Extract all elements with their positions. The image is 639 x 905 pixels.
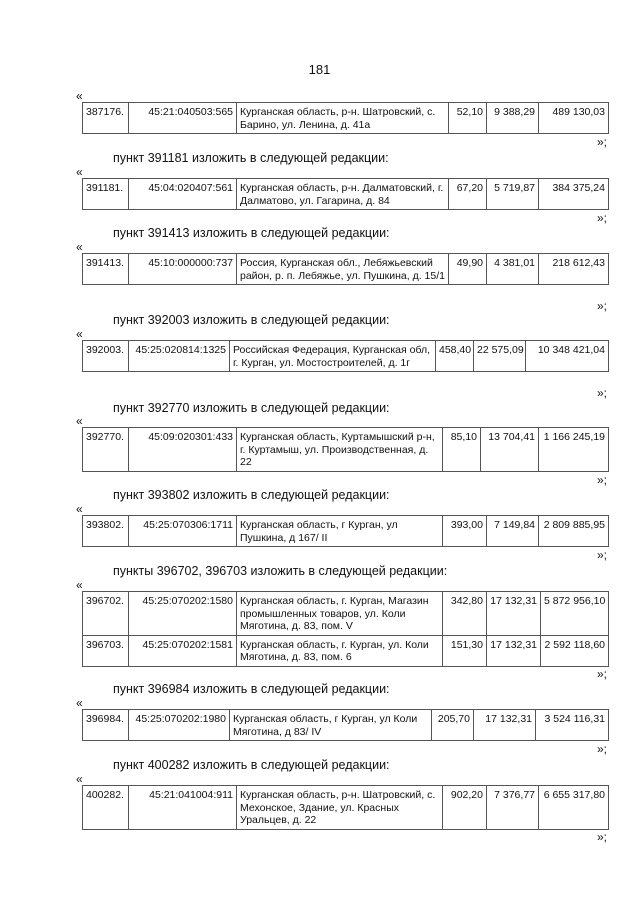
- unit-price: 17 132,31: [474, 710, 536, 741]
- open-quote: «: [76, 240, 83, 254]
- record-table: [82, 427, 609, 472]
- close-quote: »;: [597, 386, 608, 400]
- close-quote: »;: [597, 667, 608, 681]
- table-row: [83, 786, 609, 830]
- close-quote: »;: [597, 135, 608, 149]
- cadastral-number: 45:10:000000:737: [129, 254, 237, 285]
- amendment-intro: пункт 396984 изложить в следующей редакции:: [113, 682, 390, 696]
- table-row: [83, 710, 609, 741]
- address: Курганская область, г. Курган, Магазин промышленных товаров, ул. Коли Мяготина, д. 83, пом. V: [237, 592, 443, 636]
- record-table: [82, 253, 609, 285]
- close-quote: »;: [597, 548, 608, 562]
- row-number: 396703.: [83, 635, 129, 666]
- row-number: 391413.: [83, 254, 129, 285]
- table-row: [83, 428, 609, 472]
- table-row: [83, 516, 609, 547]
- record-table: [82, 178, 609, 210]
- area: 902,20: [443, 786, 487, 830]
- unit-price: 4 381,01: [487, 254, 539, 285]
- address: Курганская область, Куртамышский р-н, г. Куртамыш, ул. Производственная, д. 22: [237, 428, 443, 472]
- close-quote: »;: [597, 830, 608, 844]
- area: 342,80: [443, 592, 487, 636]
- amendment-intro: пункт 400282 изложить в следующей редакции:: [113, 758, 390, 772]
- total-value: 384 375,24: [539, 179, 609, 210]
- address: Курганская область, р-н. Шатровский, с. Барино, ул. Ленина, д. 41а: [237, 103, 449, 134]
- address: Курганская область, г Курган, ул Коли Мяготина, д 83/ IV: [230, 710, 432, 741]
- total-value: 5 872 956,10: [541, 592, 609, 636]
- open-quote: «: [76, 696, 83, 710]
- area: 151,30: [443, 635, 487, 666]
- unit-price: 5 719,87: [487, 179, 539, 210]
- cadastral-number: 45:25:070202:1580: [129, 592, 237, 636]
- total-value: 1 166 245,19: [539, 428, 609, 472]
- cadastral-number: 45:25:070306:1711: [129, 516, 237, 547]
- amendment-intro: пункт 392770 изложить в следующей редакции:: [113, 401, 390, 415]
- page-number: 181: [308, 62, 331, 77]
- open-quote: «: [76, 165, 83, 179]
- amendment-intro: пункт 392003 изложить в следующей редакции:: [113, 313, 390, 327]
- address: Россия, Курганская обл., Лебяжьевский район, р. п. Лебяжье, ул. Пушкина, д. 15/1: [237, 254, 449, 285]
- total-value: 2 592 118,60: [541, 635, 609, 666]
- area: 67,20: [449, 179, 487, 210]
- record-table: [82, 102, 609, 134]
- open-quote: «: [76, 772, 83, 786]
- row-number: 396984.: [83, 710, 129, 741]
- amendment-intro: пункт 391413 изложить в следующей редакции:: [113, 226, 390, 240]
- address: Курганская область, г. Курган, ул. Коли Мяготина, д. 83, пом. 6: [237, 635, 443, 666]
- open-quote: «: [76, 414, 83, 428]
- amendment-intro: пункт 393802 изложить в следующей редакции:: [113, 488, 390, 502]
- address: Российская Федерация, Курганская обл, г. Курган, ул. Мостостроителей, д. 1г: [230, 341, 436, 372]
- unit-price: 22 575,09: [474, 341, 526, 372]
- amendment-intro: пункты 396702, 396703 изложить в следующей редакции:: [113, 564, 448, 578]
- unit-price: 13 704,41: [481, 428, 539, 472]
- table-row: [83, 341, 609, 372]
- amendment-intro: пункт 391181 изложить в следующей редакции:: [113, 151, 389, 165]
- close-quote: »;: [597, 473, 608, 487]
- address: Курганская область, г Курган, ул Пушкина, д 167/ II: [237, 516, 443, 547]
- cadastral-number: 45:25:020814:1325: [129, 341, 230, 372]
- total-value: 2 809 885,95: [539, 516, 609, 547]
- cadastral-number: 45:25:070202:1980: [129, 710, 230, 741]
- total-value: 6 655 317,80: [539, 786, 609, 830]
- total-value: 489 130,03: [539, 103, 609, 134]
- address: Курганская область, р-н. Шатровский, с. Мехонское, Здание, ул. Красных Уральцев, д. 22: [237, 786, 443, 830]
- unit-price: 7 376,77: [487, 786, 539, 830]
- area: 205,70: [432, 710, 474, 741]
- area: 458,40: [436, 341, 474, 372]
- cadastral-number: 45:25:070202:1581: [129, 635, 237, 666]
- unit-price: 17 132,31: [487, 635, 541, 666]
- address: Курганская область, р-н. Далматовский, г. Далматово, ул. Гагарина, д. 84: [237, 179, 449, 210]
- unit-price: 7 149,84: [487, 516, 539, 547]
- row-number: 392003.: [83, 341, 129, 372]
- total-value: 218 612,43: [539, 254, 609, 285]
- record-table: [82, 785, 609, 830]
- row-number: 392770.: [83, 428, 129, 472]
- open-quote: «: [76, 327, 83, 341]
- open-quote: «: [76, 578, 83, 592]
- table-row: [83, 635, 609, 666]
- table-row: [83, 592, 609, 636]
- cadastral-number: 45:04:020407:561: [129, 179, 237, 210]
- row-number: 400282.: [83, 786, 129, 830]
- record-table: [82, 515, 609, 547]
- open-quote: «: [76, 89, 83, 103]
- total-value: 3 524 116,31: [536, 710, 609, 741]
- table-row: [83, 179, 609, 210]
- close-quote: »;: [597, 211, 608, 225]
- row-number: 391181.: [83, 179, 129, 210]
- unit-price: 17 132,31: [487, 592, 541, 636]
- record-table: [82, 709, 609, 741]
- area: 393,00: [443, 516, 487, 547]
- open-quote: «: [76, 502, 83, 516]
- row-number: 387176.: [83, 103, 129, 134]
- table-row: [83, 254, 609, 285]
- area: 52,10: [449, 103, 487, 134]
- close-quote: »;: [597, 742, 608, 756]
- cadastral-number: 45:09:020301:433: [129, 428, 237, 472]
- cadastral-number: 45:21:041004:911: [129, 786, 237, 830]
- record-table: [82, 591, 609, 667]
- row-number: 396702.: [83, 592, 129, 636]
- close-quote: »;: [597, 299, 608, 313]
- record-table: [82, 340, 609, 372]
- table-row: [83, 103, 609, 134]
- unit-price: 9 388,29: [487, 103, 539, 134]
- cadastral-number: 45:21:040503:565: [129, 103, 237, 134]
- total-value: 10 348 421,04: [526, 341, 609, 372]
- area: 85,10: [443, 428, 481, 472]
- area: 49,90: [449, 254, 487, 285]
- row-number: 393802.: [83, 516, 129, 547]
